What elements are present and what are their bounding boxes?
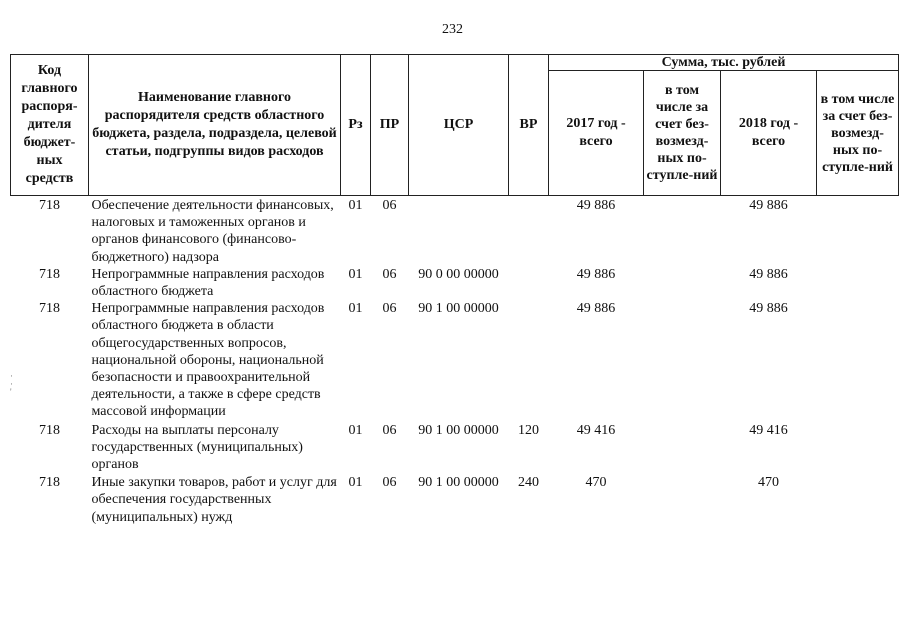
header-csr: ЦСР	[409, 55, 509, 196]
cell-csr: 90 1 00 00000	[418, 301, 499, 317]
cell-pr: 06	[382, 198, 397, 213]
header-pr: ПР	[371, 55, 409, 196]
table-row	[11, 421, 899, 474]
cell-code: 718	[39, 266, 60, 282]
cell-csr: 90 0 00 00000	[418, 266, 499, 282]
cell-rz: 01	[348, 422, 363, 438]
header-code: Код главного распоря-дителя бюджет-ных средств	[11, 55, 89, 196]
cell-free-2017	[644, 196, 721, 266]
cell-total-2018: 49 886	[749, 301, 788, 317]
cell-free-2017	[644, 300, 721, 420]
header-vr: ВР	[509, 55, 549, 196]
page-number: 232	[442, 22, 463, 37]
cell-total-2018: 470	[758, 475, 779, 491]
cell-total-2017: 49 886	[576, 301, 616, 317]
table-body	[11, 196, 899, 526]
cell-free-2017	[644, 473, 721, 526]
cell-code: 718	[39, 301, 60, 317]
cell-vr	[509, 300, 549, 420]
cell-vr: 120	[518, 422, 539, 438]
cell-free-2018	[817, 473, 899, 526]
cell-free-2018	[817, 421, 899, 474]
scan-artifact: · · '	[10, 371, 13, 397]
cell-vr: 240	[518, 475, 539, 491]
cell-rz: 01	[348, 475, 363, 491]
header-sum: Сумма, тыс. рублей	[549, 55, 899, 71]
cell-name: Обеспечение деятельности финансовых, налоговых и таможенных органов и органов финансового (финансово-бюджетного) надзора	[91, 198, 334, 265]
cell-pr: 06	[382, 422, 397, 438]
header-rz: Рз	[341, 55, 371, 196]
cell-free-2018	[817, 266, 899, 300]
cell-total-2017: 49 416	[576, 422, 616, 438]
cell-code: 718	[39, 475, 60, 491]
header-total-2017: 2017 год - всего	[549, 71, 644, 196]
header-free-2017: в том числе за счет без-возмезд-ных по-ступле-ний	[644, 71, 721, 196]
cell-csr	[409, 196, 509, 266]
cell-total-2017: 49 886	[576, 266, 616, 282]
cell-free-2017	[644, 266, 721, 300]
cell-code: 718	[39, 198, 60, 213]
cell-csr: 90 1 00 00000	[418, 422, 499, 438]
cell-total-2018: 49 886	[749, 266, 788, 282]
cell-name: Расходы на выплаты персоналу государственных (муниципальных) органов	[91, 422, 303, 473]
table-row	[11, 266, 899, 300]
cell-rz: 01	[348, 301, 363, 317]
header-free-2018: в том числе за счет без-возмезд-ных по-ступле-ний	[817, 71, 899, 196]
cell-name: Непрограммные направления расходов областного бюджета в области общегосударственных вопросов, национальной обороны, национальной безопасности и правоохранительной деятельности, а также в сфере средств массовой информации	[91, 301, 325, 420]
cell-code: 718	[39, 422, 60, 438]
cell-name: Непрограммные направления расходов областного бюджета	[91, 266, 325, 300]
cell-total-2017: 49 886	[576, 198, 616, 213]
cell-vr	[509, 196, 549, 266]
cell-pr: 06	[382, 266, 397, 282]
cell-name: Иные закупки товаров, работ и услуг для обеспечения государственных (муниципальных) нужд	[91, 475, 337, 525]
cell-rz: 01	[348, 266, 363, 282]
cell-pr: 06	[382, 475, 397, 491]
cell-pr: 06	[382, 301, 397, 317]
cell-rz: 01	[348, 198, 363, 213]
table-header	[11, 55, 899, 196]
table-row	[11, 196, 899, 266]
budget-table	[10, 54, 899, 526]
cell-free-2017	[644, 421, 721, 474]
cell-total-2018: 49 416	[749, 422, 788, 438]
cell-vr	[509, 266, 549, 300]
table-row	[11, 300, 899, 420]
cell-free-2018	[817, 196, 899, 266]
header-total-2018: 2018 год - всего	[721, 71, 817, 196]
header-name: Наименование главного распорядителя средств областного бюджета, раздела, подраздела, целевой статьи, подгруппы видов расходов	[89, 55, 341, 196]
cell-total-2017: 470	[585, 475, 607, 491]
cell-free-2018	[817, 300, 899, 420]
cell-total-2018: 49 886	[749, 198, 788, 213]
cell-csr: 90 1 00 00000	[418, 475, 499, 491]
table-row	[11, 473, 899, 526]
